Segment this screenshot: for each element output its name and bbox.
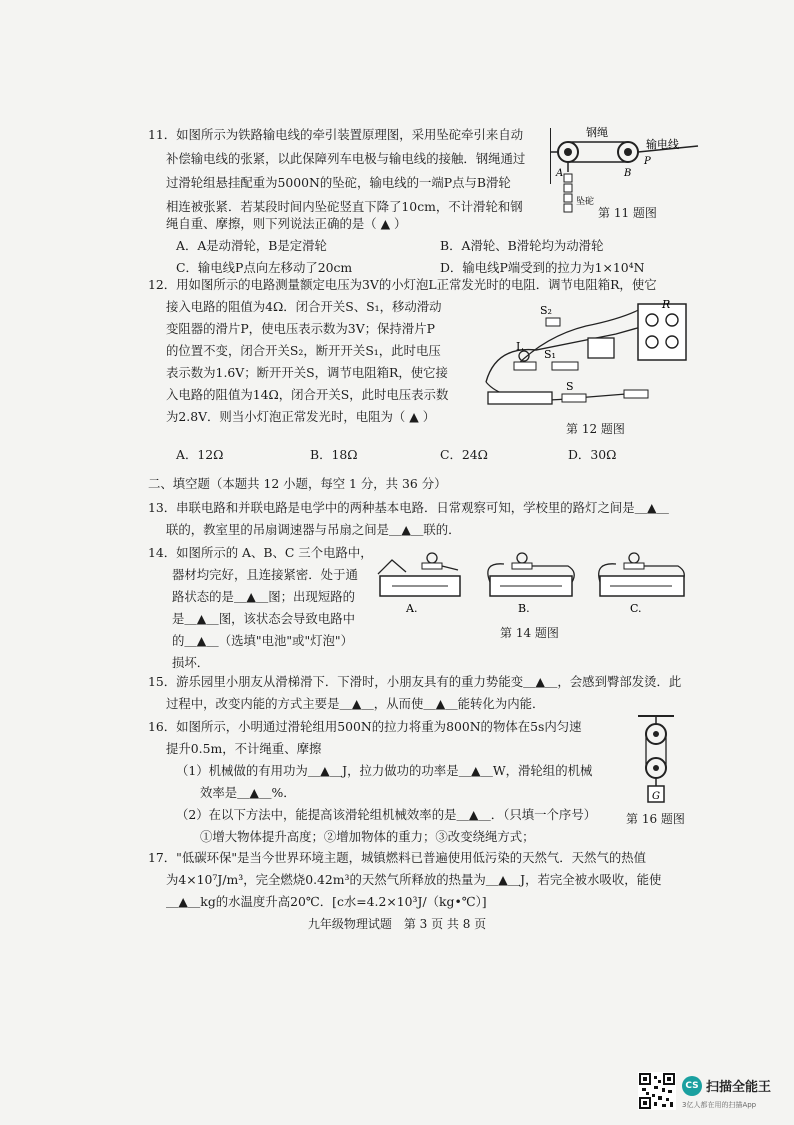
q11-label-a: A	[556, 168, 564, 179]
q17-line-3: ＿▲＿kg的水温度升高20℃．[c水=4.2×10³J/（kg•℃）]	[166, 894, 487, 909]
section-2-title: 二、填空题（本题共 12 小题，每空 1 分，共 36 分）	[148, 476, 447, 491]
q12-line-2: 接入电路的阻值为4Ω．闭合开关S、S₁，移动滑动	[166, 299, 442, 314]
q14-line-3: 路状态的是＿▲＿图；出现短路的	[172, 589, 355, 604]
q12-label-l: L	[516, 340, 524, 353]
q11-line-2: 补偿输电线的张紧，以此保障列车电极与输电线的接触．钢绳通过	[166, 151, 526, 166]
scanner-app-name: 扫描全能王	[706, 1080, 772, 1095]
q16-line-3: （1）机械做的有用功为＿▲＿J，拉力做功的功率是＿▲＿W，滑轮组的机械	[176, 763, 593, 778]
q11-label-weight: 坠砣	[576, 197, 595, 207]
q15-line-1: 15．游乐园里小朋友从滑梯滑下．下滑时，小朋友具有的重力势能变＿▲＿，会感到臀部发烫．此	[148, 674, 682, 689]
q11-label-rope: 钢绳	[586, 126, 608, 139]
page-footer: 九年级物理试题 第 3 页 共 8 页	[307, 917, 487, 931]
scanner-logo-icon: CS	[682, 1076, 702, 1096]
q15-line-2: 过程中，改变内能的方式主要是＿▲＿，从而使＿▲＿能转化为内能．	[166, 696, 545, 711]
q11-line-3: 过滑轮组悬挂配重为5000N的坠砣，输电线的一端P点与B滑轮	[166, 175, 511, 190]
q16-label-g: G	[652, 791, 660, 802]
q14-circuits-figure	[372, 546, 702, 618]
q14-figure-caption: 第 14 题图	[500, 626, 559, 640]
q11-label-p: P	[644, 156, 651, 167]
q17-line-2: 为4×10⁷J/m³，完全燃烧0.42m³的天然气所释放的热量为＿▲＿J，若完全被水吸收，能使	[166, 872, 662, 887]
q12-label-r: R	[662, 298, 671, 311]
q12-option-d: D．30Ω	[568, 447, 617, 462]
q12-line-4: 的位置不变，闭合开关S₂，断开开关S₁，此时电压	[166, 343, 441, 358]
q14-line-6: 损坏．	[172, 655, 210, 670]
q14-line-4: 是＿▲＿图，该状态会导致电路中	[172, 611, 355, 626]
q12-line-6: 入电路的阻值为14Ω，闭合开关S，此时电压表示数	[166, 387, 449, 402]
q14-label-b: B.	[518, 602, 530, 615]
q12-label-s1: S₁	[544, 348, 556, 361]
qr-code-icon	[638, 1072, 676, 1110]
q11-figure-caption: 第 11 题图	[598, 206, 657, 220]
q14-circuit-c	[599, 553, 685, 615]
q14-label-c: C.	[630, 602, 642, 615]
q12-option-c: C．24Ω	[440, 447, 488, 462]
q12-line-3: 变阻器的滑片P，使电压表示数为3V；保持滑片P	[166, 321, 435, 336]
q11-line-5: 绳自重、摩擦，则下列说法正确的是（ ▲ ）	[166, 216, 407, 231]
q14-line-5: 的＿▲＿（选填"电池"或"灯泡"）	[172, 633, 354, 648]
q12-label-s2: S₂	[540, 304, 552, 317]
q16-figure-caption: 第 16 题图	[626, 812, 685, 826]
q12-line-7: 为2.8V．则当小灯泡正常发光时，电阻为（ ▲ ）	[166, 409, 436, 424]
q16-line-6: ①增大物体提升高度；②增加物体的重力；③改变绕绳方式；	[200, 829, 535, 844]
q11-option-d: D．输电线P端受到的拉力为1×10⁴N	[440, 260, 645, 275]
q12-line-1: 12．用如图所示的电路测量额定电压为3V的小灯泡L正常发光时的电阻．调节电阻箱R，使它	[148, 277, 657, 292]
scanner-app-tagline: 3亿人都在用的扫描App	[682, 1101, 757, 1109]
q16-pulley-figure	[636, 712, 676, 804]
q11-line-4: 相连被张紧．若某段时间内坠砣竖直下降了10cm，不计滑轮和钢	[166, 199, 523, 214]
q12-circuit-figure	[476, 296, 696, 414]
q12-option-a: A．12Ω	[176, 447, 224, 462]
q14-line-2: 器材均完好，且连接紧密．处于通	[172, 567, 358, 582]
q11-option-a: A．A是动滑轮，B是定滑轮	[176, 238, 327, 253]
q13-line-1: 13．串联电路和并联电路是电学中的两种基本电路．日常观察可知，学校里的路灯之间是＿▲＿	[148, 500, 669, 515]
q12-option-b: B．18Ω	[310, 447, 358, 462]
q16-line-1: 16．如图所示，小明通过滑轮组用500N的拉力将重为800N的物体在5s内匀速	[148, 719, 582, 734]
q16-line-4: 效率是＿▲＿%．	[200, 785, 296, 800]
q11-option-c: C．输电线P点向左移动了20cm	[176, 260, 353, 275]
q17-line-1: 17．"低碳环保"是当今世界环境主题，城镇燃料已普遍使用低污染的天然气．天然气的热值	[148, 850, 647, 865]
q14-label-a: A.	[406, 602, 418, 615]
q16-line-5: （2）在以下方法中，能提高该滑轮组机械效率的是＿▲＿．（只填一个序号）	[176, 807, 597, 822]
q11-label-wire: 输电线	[646, 138, 679, 151]
q12-figure-caption: 第 12 题图	[566, 422, 625, 436]
q12-label-s: S	[566, 380, 574, 393]
q11-line-1: 11．如图所示为铁路输电线的牵引装置原理图，采用坠砣牵引来自动	[148, 127, 524, 142]
q16-line-2: 提升0.5m，不计绳重、摩擦	[166, 741, 322, 756]
q11-label-b: B	[624, 168, 632, 179]
q14-circuit-a	[378, 553, 460, 615]
q12-line-5: 表示数为1.6V；断开开关S，调节电阻箱R，使它接	[166, 365, 448, 380]
q14-line-1: 14．如图所示的 A、B、C 三个电路中，	[148, 545, 373, 560]
q13-line-2: 联的，教室里的吊扇调速器与吊扇之间是＿▲＿联的．	[166, 522, 461, 537]
q11-option-b: B．A滑轮、B滑轮均为动滑轮	[440, 238, 604, 253]
q14-circuit-b	[488, 553, 574, 615]
